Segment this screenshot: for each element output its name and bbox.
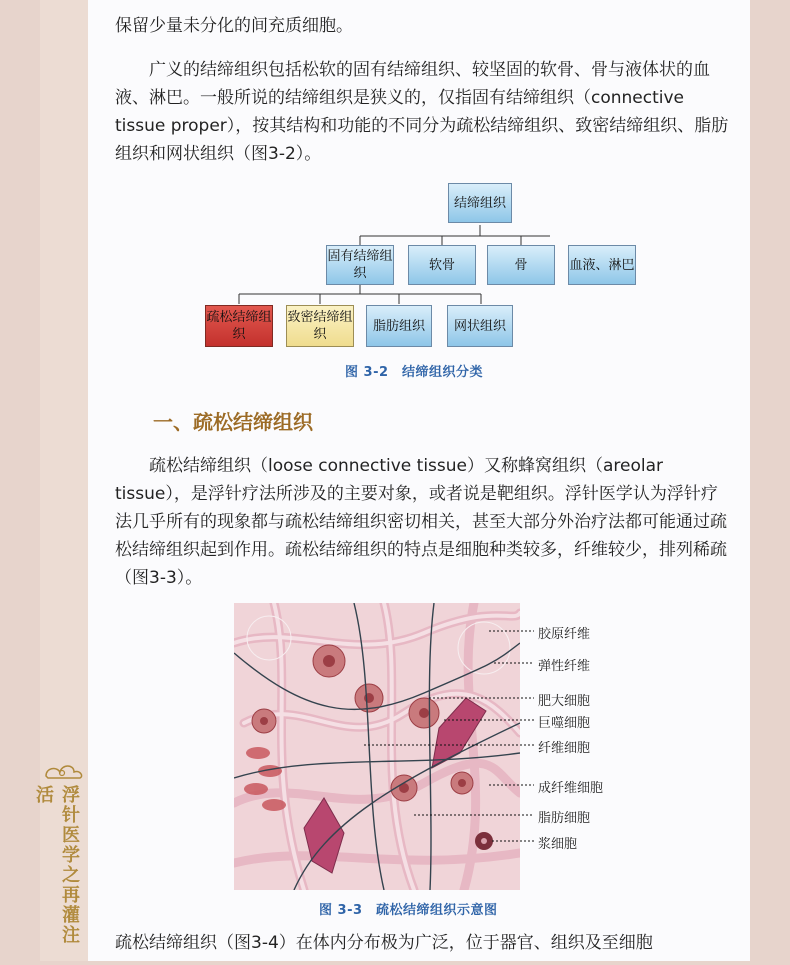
label-elastic-fiber: 弹性纤维 bbox=[538, 659, 591, 674]
label-macrophage: 巨噬细胞 bbox=[538, 716, 591, 731]
diagram-box-reticular: 网状组织 bbox=[447, 305, 513, 347]
label-leaders bbox=[234, 603, 544, 890]
diagram-box-cartilage: 软骨 bbox=[408, 245, 476, 285]
diagram-caption: 图 3-2 结缔组织分类 bbox=[345, 365, 484, 380]
cloud-ornament-icon bbox=[42, 760, 86, 782]
diagram-box-adipose: 脂肪组织 bbox=[366, 305, 432, 347]
label-adipocyte: 脂肪细胞 bbox=[538, 811, 591, 826]
diagram-box-dense: 致密结缔组织 bbox=[286, 305, 354, 347]
diagram-box-loose: 疏松结缔组织 bbox=[205, 305, 273, 347]
label-mast-cell: 肥大细胞 bbox=[538, 694, 591, 709]
label-collagen-fiber: 胶原纤维 bbox=[538, 627, 591, 642]
paragraph-3: 疏松结缔组织（loose connective tissue）又称蜂窝组织（areolar tissue），是浮针疗法所涉及的主要对象，或者说是靶组织。浮针医学认为浮针疗法几乎所有的现象都与疏松结缔组织密切相关，甚至大部分外治疗法都可能通过疏松结缔组织起到作用。疏松结缔组织的特点是细胞种类较多，纤维较少，排列稀疏（图3-3）。 bbox=[115, 456, 727, 588]
paragraph-2: 广义的结缔组织包括松软的固有结缔组织、较坚固的软骨、骨与液体状的血液、淋巴。一般所说的结缔组织是狭义的，仅指固有结缔组织（connective tissue proper），按其结构和功能的不同分为疏松结缔组织、致密结缔组织、脂肪组织和网状组织（图3-2）。 bbox=[115, 60, 729, 164]
label-plasma-cell: 浆细胞 bbox=[538, 837, 578, 852]
diagram-box-blood: 血液、淋巴 bbox=[568, 245, 636, 285]
paragraph-4: 疏松结缔组织（图3-4）在体内分布极为广泛，位于器官、组织及至细胞 bbox=[115, 933, 653, 953]
paragraph-1: 保留少量未分化的间充质细胞。 bbox=[115, 16, 353, 36]
side-vertical-title: 浮针医学之再灌注活 bbox=[33, 785, 80, 945]
diagram-box-root: 结缔组织 bbox=[448, 183, 512, 223]
label-fibrocyte: 纤维细胞 bbox=[538, 741, 591, 756]
figure-caption: 图 3-3 疏松结缔组织示意图 bbox=[319, 903, 498, 918]
label-fibroblast: 成纤维细胞 bbox=[538, 781, 604, 796]
diagram-box-bone: 骨 bbox=[487, 245, 555, 285]
section-title: 一、疏松结缔组织 bbox=[153, 410, 313, 434]
diagram-box-proper: 固有结缔组织 bbox=[326, 245, 394, 285]
